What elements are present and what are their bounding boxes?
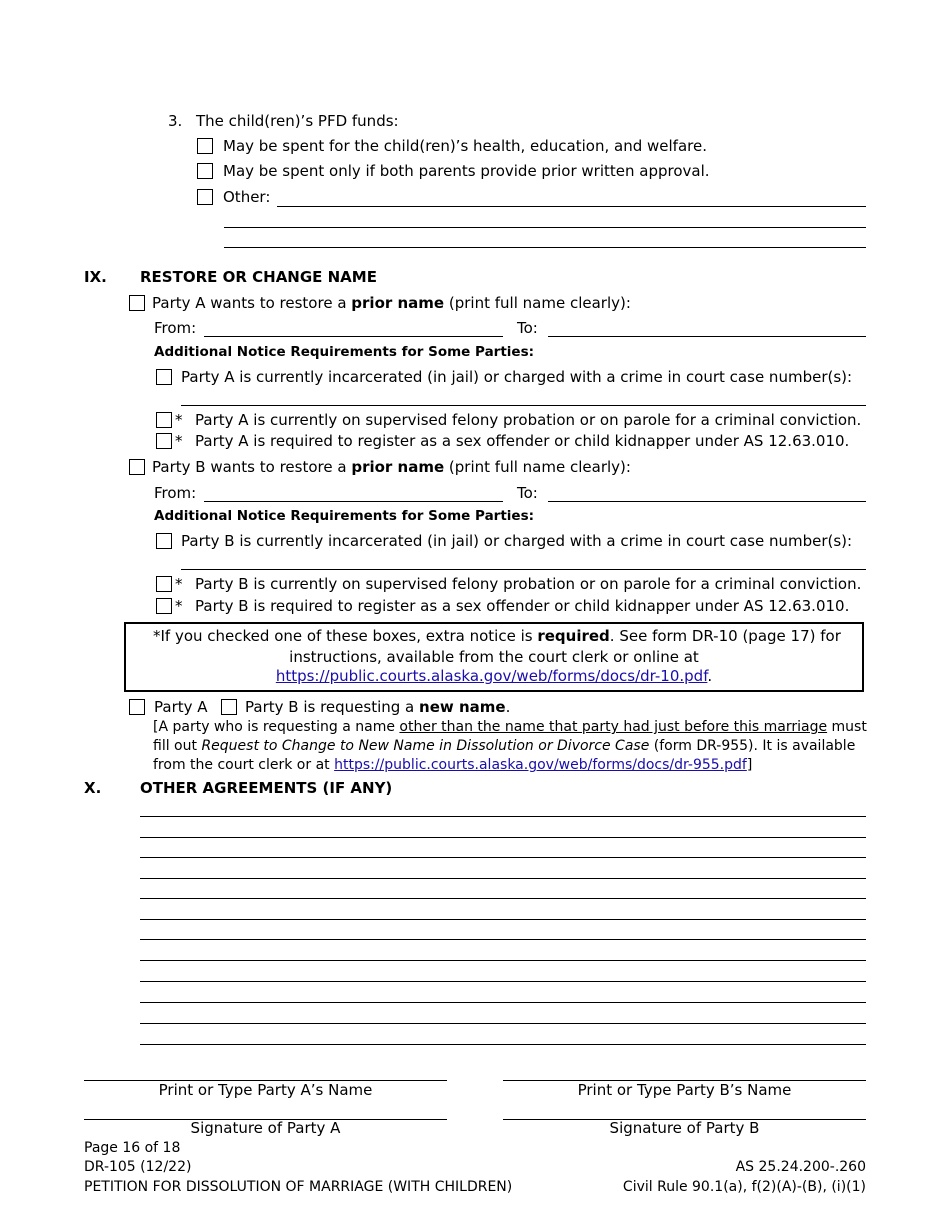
footer-statute: AS 25.24.200-.260	[735, 1159, 866, 1175]
section-ix-number: IX.	[84, 268, 107, 286]
other-agreements-line-8[interactable]	[140, 960, 866, 961]
party-a-incarcerated-label: Party A is currently incarcerated (in jail) or charged with a crime in court case number(s):	[181, 368, 853, 386]
pfd-other-line-3[interactable]	[224, 247, 866, 248]
party-a-new-name-checkbox[interactable]	[129, 699, 145, 715]
pfd-label: The child(ren)’s PFD funds:	[196, 112, 399, 130]
footer-civil-rule: Civil Rule 90.1(a), f(2)(A)-(B), (i)(1)	[622, 1179, 866, 1195]
section-x-title: OTHER AGREEMENTS (IF ANY)	[140, 779, 393, 797]
party-b-print-name-label: Print or Type Party B’s Name	[577, 1081, 792, 1099]
party-b-probation-star: *	[175, 575, 183, 593]
party-b-probation-checkbox[interactable]	[156, 576, 172, 592]
other-agreements-line-2[interactable]	[140, 837, 866, 838]
party-b-to-field[interactable]	[548, 501, 866, 502]
other-agreements-line-6[interactable]	[140, 919, 866, 920]
pfd-other-line-2[interactable]	[224, 227, 866, 228]
pfd-option-other-label: Other:	[223, 188, 271, 206]
party-b-to-label: To:	[517, 484, 538, 502]
party-b-restore-label: Party B wants to restore a prior name (print full name clearly):	[152, 458, 631, 476]
pfd-option-health-label: May be spent for the child(ren)’s health, education, and welfare.	[223, 137, 707, 155]
notice-box-line-2: instructions, available from the court clerk or online at	[289, 648, 699, 666]
party-b-new-name-checkbox[interactable]	[221, 699, 237, 715]
other-agreements-line-5[interactable]	[140, 898, 866, 899]
new-name-note-line-3: from the court clerk or at https://public.courts.alaska.gov/web/forms/docs/dr-955.pdf]	[153, 757, 753, 773]
other-agreements-line-3[interactable]	[140, 857, 866, 858]
section-x-number: X.	[84, 779, 102, 797]
other-agreements-line-9[interactable]	[140, 981, 866, 982]
party-b-from-label: From:	[154, 484, 197, 502]
party-a-restore-label: Party A wants to restore a prior name (print full name clearly):	[152, 294, 631, 312]
notice-box-line-3: https://public.courts.alaska.gov/web/forms/docs/dr-10.pdf.	[275, 667, 713, 685]
party-b-incarcerated-checkbox[interactable]	[156, 533, 172, 549]
party-b-signature-label: Signature of Party B	[609, 1119, 760, 1137]
party-a-restore-checkbox[interactable]	[129, 295, 145, 311]
party-a-register-label: Party A is required to register as a sex offender or child kidnapper under AS 12.63.010.	[195, 432, 850, 450]
section-ix-title: RESTORE OR CHANGE NAME	[140, 268, 377, 286]
other-agreements-line-12[interactable]	[140, 1044, 866, 1045]
party-b-register-checkbox[interactable]	[156, 598, 172, 614]
party-a-to-label: To:	[517, 319, 538, 337]
party-a-signature-label: Signature of Party A	[190, 1119, 341, 1137]
new-name-note-line-2: fill out Request to Change to New Name in Dissolution or Divorce Case (form DR-955). It is available	[153, 738, 856, 754]
party-a-to-field[interactable]	[548, 336, 866, 337]
footer-page-number: Page 16 of 18	[84, 1140, 181, 1156]
party-b-case-number-field[interactable]	[181, 569, 866, 570]
party-b-probation-label: Party B is currently on supervised felony probation or on parole for a criminal conviction.	[195, 575, 862, 593]
party-a-case-number-field[interactable]	[181, 405, 866, 406]
party-a-from-field[interactable]	[204, 336, 503, 337]
party-a-register-checkbox[interactable]	[156, 433, 172, 449]
party-a-print-name-label: Print or Type Party A’s Name	[158, 1081, 373, 1099]
party-b-restore-checkbox[interactable]	[129, 459, 145, 475]
party-a-notice-heading: Additional Notice Requirements for Some Parties:	[154, 344, 535, 360]
other-agreements-line-7[interactable]	[140, 939, 866, 940]
other-agreements-line-1[interactable]	[140, 816, 866, 817]
pfd-option-approval-label: May be spent only if both parents provide prior written approval.	[223, 162, 710, 180]
new-name-request-label: Party B is requesting a new name.	[245, 698, 511, 716]
party-b-register-star: *	[175, 597, 183, 615]
party-b-notice-heading: Additional Notice Requirements for Some Parties:	[154, 508, 535, 524]
other-agreements-line-11[interactable]	[140, 1023, 866, 1024]
party-a-new-name-label: Party A	[154, 698, 208, 716]
pfd-option-approval-checkbox[interactable]	[197, 163, 213, 179]
party-a-probation-star: *	[175, 411, 183, 429]
party-b-from-field[interactable]	[204, 501, 503, 502]
new-name-note-line-1: [A party who is requesting a name other than the name that party had just before this marriage must	[153, 719, 867, 735]
pfd-other-line-1[interactable]	[277, 206, 866, 207]
party-b-register-label: Party B is required to register as a sex offender or child kidnapper under AS 12.63.010.	[195, 597, 850, 615]
other-agreements-line-4[interactable]	[140, 878, 866, 879]
dr-955-link[interactable]: https://public.courts.alaska.gov/web/forms/docs/dr-955.pdf	[334, 757, 747, 773]
notice-box-line-1: *If you checked one of these boxes, extra notice is required. See form DR-10 (page 17) for	[153, 627, 841, 645]
party-b-incarcerated-label: Party B is currently incarcerated (in jail) or charged with a crime in court case number(s):	[181, 532, 853, 550]
footer-form-id: DR-105 (12/22)	[84, 1159, 192, 1175]
dr-10-link[interactable]: https://public.courts.alaska.gov/web/forms/docs/dr-10.pdf	[275, 667, 708, 685]
party-a-probation-label: Party A is currently on supervised felony probation or on parole for a criminal conviction.	[195, 411, 862, 429]
party-a-from-label: From:	[154, 319, 197, 337]
party-a-register-star: *	[175, 432, 183, 450]
pfd-item-number: 3.	[168, 112, 183, 130]
pfd-option-health-checkbox[interactable]	[197, 138, 213, 154]
party-a-incarcerated-checkbox[interactable]	[156, 369, 172, 385]
footer-form-title: PETITION FOR DISSOLUTION OF MARRIAGE (WITH CHILDREN)	[84, 1179, 513, 1195]
pfd-option-other-checkbox[interactable]	[197, 189, 213, 205]
other-agreements-line-10[interactable]	[140, 1002, 866, 1003]
party-a-probation-checkbox[interactable]	[156, 412, 172, 428]
